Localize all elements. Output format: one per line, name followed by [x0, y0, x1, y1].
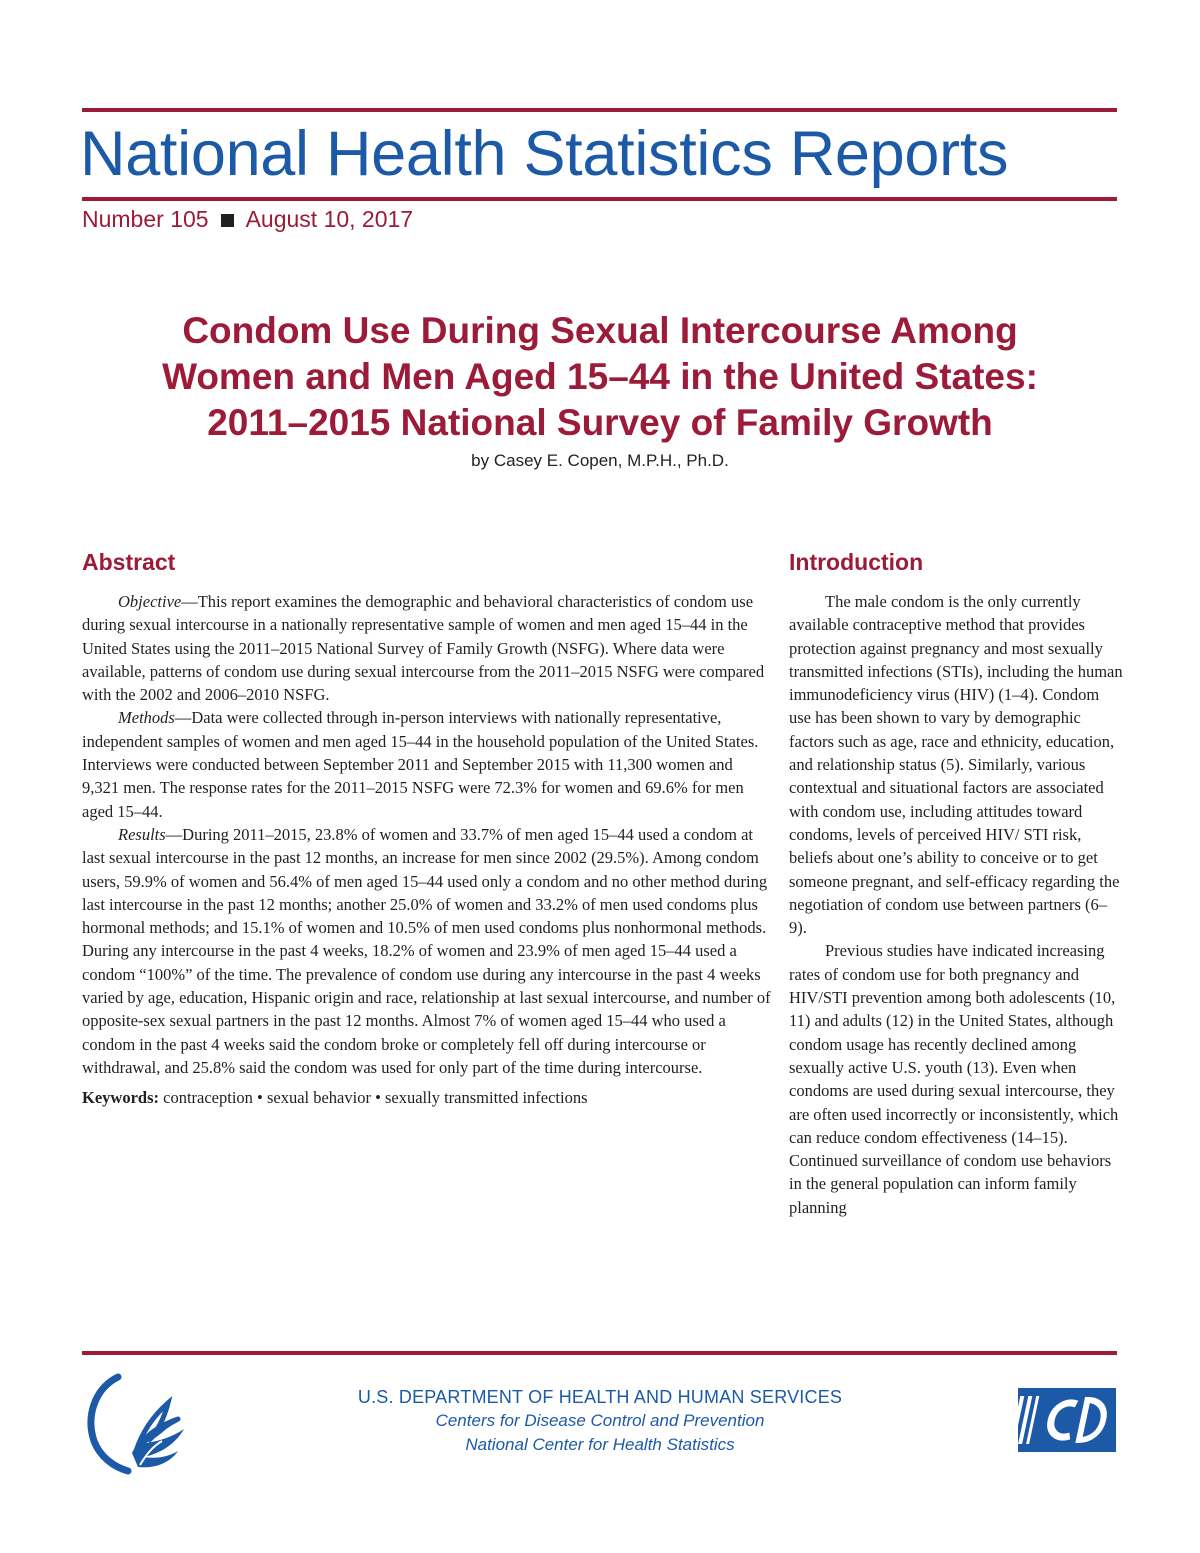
abstract-body	[82, 590, 772, 1110]
results-text: —During 2011–2015, 23.8% of women and 33.7% of men aged 15–44 used a condom at last sexual intercourse in the past 12 months, an increase for men since 2002 (29.5%). Among condom users, 59.9% of women and 56.4% of men aged 15–44 used only a condom and no other method during last intercourse in the past 12 months; another 25.0% of women and 33.2% of men used condoms plus hormonal methods; and 15.1% of women and 10.5% of men used condoms plus nonhormonal methods. During any intercourse in the past 4 weeks, 18.2% of women and 23.9% of men aged 15–44 used a condom “100%” of the time. The prevalence of condom use during any intercourse in the past 4 weeks varied by age, education, Hispanic origin and race, relationship at last sexual intercourse, and number of opposite-sex sexual partners in the past 12 months. Almost 7% of women aged 15–44 who used a condom in the past 4 weeks said the condom broke or completely fell off during intercourse or withdrawal, and 25.8% said the condom was used for only part of the time during intercourse.	[82, 824, 771, 1077]
report-title-line: Condom Use During Sexual Intercourse Among	[182, 310, 1018, 351]
department-name: U.S. DEPARTMENT OF HEALTH AND HUMAN SERVICES	[357, 1387, 843, 1407]
report-title-line: Women and Men Aged 15–44 in the United States:	[162, 356, 1038, 397]
abstract-objective	[82, 590, 772, 706]
introduction-body	[789, 590, 1124, 1219]
abstract-keywords	[82, 1086, 772, 1109]
issue-line	[82, 206, 413, 233]
header-bottom-rule	[82, 197, 1117, 201]
abstract-methods	[82, 706, 772, 822]
header-top-rule	[82, 108, 1117, 112]
agency-name: Centers for Disease Control and Prevention	[435, 1411, 765, 1430]
keywords-label: Keywords:	[82, 1088, 159, 1108]
byline: by Casey E. Copen, M.P.H., Ph.D.	[471, 451, 729, 470]
report-title-line: 2011–2015 National Survey of Family Growth	[207, 402, 993, 443]
abstract-results	[82, 823, 772, 1079]
report-title	[100, 308, 1100, 446]
cdc-logo	[1018, 1388, 1116, 1452]
issue-date: August 10, 2017	[245, 206, 414, 232]
methods-text: —Data were collected through in-person interviews with nationally representative, independent samples of women and men aged 15–44 in the household population of the United States. Interviews were conducted between September 2011 and September 2015 with 11,300 women and 9,321 men. The response rates for the 2011–2015 NSFG were 72.3% for women and 69.6% for men aged 15–44.	[82, 708, 759, 821]
issue-number: Number 105	[82, 206, 209, 232]
footer-agency-block	[260, 1385, 940, 1457]
introduction-paragraph: The male condom is the only currently available contraceptive method that provides protection against pregnancy and most sexually transmitted infections (STIs), including the human immunodeficiency virus (HIV) (1–4). Condom use has been shown to vary by demographic factors such as age, race and ethnicity, education, and relationship status (5). Similarly, various contextual and situational factors are associated with condom use, including attitudes toward condoms, levels of perceived HIV/ STI risk, beliefs about one’s ability to conceive or to get someone pregnant, and self-efficacy regarding the negotiation of condom use between partners (6–9).	[789, 592, 1123, 938]
abstract-heading: Abstract	[82, 549, 176, 575]
methods-label: Methods	[118, 708, 175, 728]
square-bullet-icon	[221, 214, 234, 227]
objective-label: Objective	[118, 592, 182, 611]
footer-rule	[82, 1351, 1117, 1355]
introduction-heading: Introduction	[789, 549, 924, 575]
hhs-eagle-logo	[80, 1367, 196, 1475]
objective-text: —This report examines the demographic and behavioral characteristics of condom use during sexual intercourse in a nationally representative sample of women and men aged 15–44 in the United States using the 2011–2015 National Survey of Family Growth (NSFG). Where data were available, patterns of condom use during sexual intercourse from the 2011–2015 NSFG were compared with the 2002 and 2006–2010 NSFG.	[82, 592, 765, 705]
center-name: National Center for Health Statistics	[465, 1435, 735, 1454]
results-label: Results	[118, 824, 166, 844]
introduction-paragraph: Previous studies have indicated increasing rates of condom use for both pregnancy and HIV/STI prevention among both adolescents (10, 11) and adults (12) in the United States, although condom usage has recently declined among sexually active U.S. youth (13). Even when condoms are used during sexual intercourse, they are often used incorrectly or inconsistently, which can reduce condom effectiveness (14–15). Continued surveillance of condom use behaviors in the general population can inform family planning	[789, 941, 1119, 1217]
series-title: National Health Statistics Reports	[80, 119, 1009, 189]
keywords-text: contraception • sexual behavior • sexually transmitted infections	[159, 1088, 588, 1108]
